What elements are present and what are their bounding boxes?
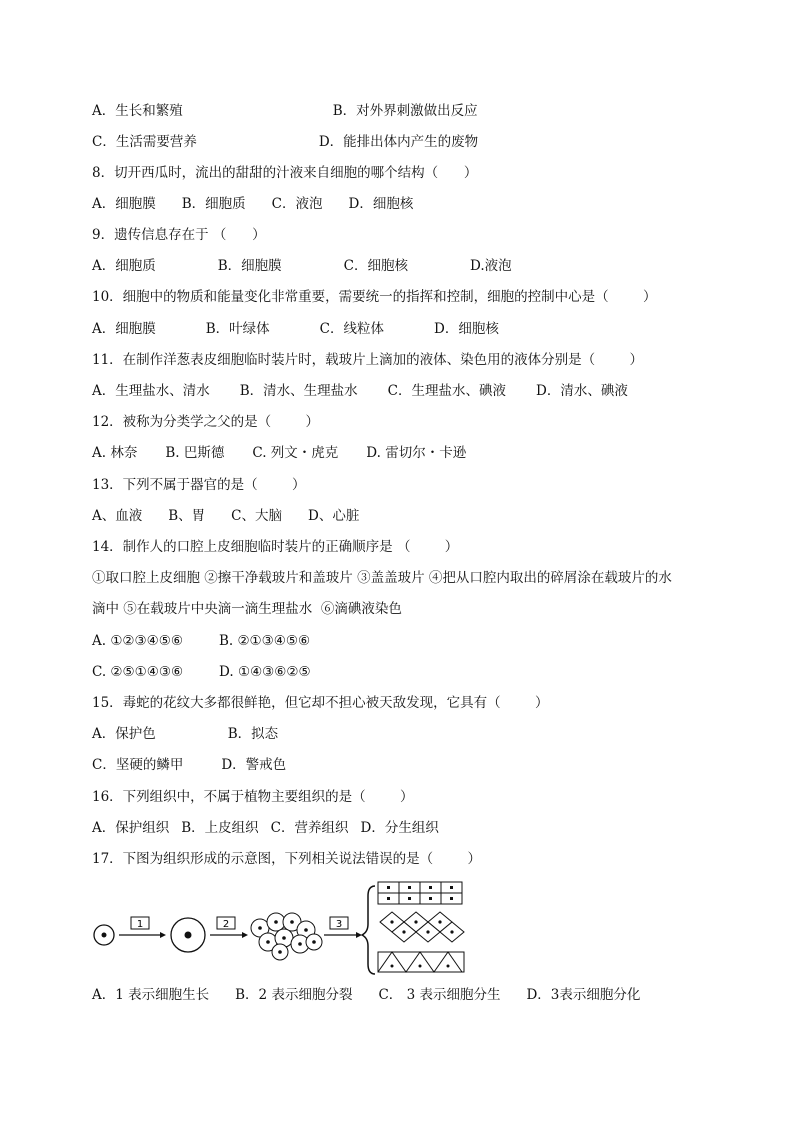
option-c: C. ②⑤①④③⑥ <box>92 664 184 680</box>
option-a: A．保护组织 <box>92 820 170 836</box>
option-a: A．生长和繁殖 <box>92 103 183 119</box>
option-d: D．细胞核 <box>348 196 414 212</box>
options-q7-row2 <box>92 133 478 151</box>
step-label-1: 1 <box>136 919 144 930</box>
arrow-step-3 <box>324 917 362 938</box>
option-a: A. 林奈 <box>92 445 138 461</box>
option-c: C． 3 表示细胞分生 <box>378 987 501 1003</box>
question-11: 11．在制作洋葱表皮细胞临时装片时，载玻片上滴加的液体、染色用的液体分别是（ ） <box>92 352 644 368</box>
option-d: D、心脏 <box>308 508 360 524</box>
option-b: B．对外界刺激做出反应 <box>332 103 478 119</box>
arrow-step-1 <box>119 917 166 938</box>
options-q7-row1 <box>92 102 478 120</box>
question-16: 16．下列组织中，不属于植物主要组织的是（ ） <box>92 789 414 805</box>
options-q10 <box>92 320 499 338</box>
options-q14-row2 <box>92 663 311 681</box>
tissue-diamond <box>380 912 464 942</box>
option-b: B．细胞膜 <box>217 258 282 274</box>
option-a: A．保护色 <box>92 726 156 742</box>
option-a: A．细胞膜 <box>92 321 156 337</box>
brace <box>362 886 375 974</box>
options-q12 <box>92 444 466 462</box>
options-q14-row1 <box>92 632 310 650</box>
option-b: B．清水、生理盐水 <box>239 383 358 399</box>
question-9: 9．遗传信息存在于 （ ） <box>92 227 266 243</box>
option-d: D．清水、碘液 <box>536 383 628 399</box>
option-d: D．分生组织 <box>360 820 439 836</box>
option-b: B、胃 <box>168 508 206 524</box>
step-label-3: 3 <box>335 919 343 930</box>
option-d: D. ①④③⑥②⑤ <box>219 664 311 680</box>
option-d: D.液泡 <box>470 258 512 274</box>
option-b: B. ②①③④⑤⑥ <box>218 633 311 649</box>
option-c: C. 列文・虎克 <box>252 445 339 461</box>
option-a: A．1 表示细胞生长 <box>92 987 210 1003</box>
option-b: B．2 表示细胞分裂 <box>235 987 353 1003</box>
option-b: B．叶绿体 <box>205 321 270 337</box>
question-12: 12．被称为分类学之父的是（ ） <box>92 414 320 430</box>
options-q16 <box>92 819 439 837</box>
step-label-2: 2 <box>222 919 230 930</box>
option-d: D．3表示细胞分化 <box>526 987 641 1003</box>
option-a: A．细胞质 <box>92 258 156 274</box>
question-17: 17．下图为组织形成的示意图，下列相关说法错误的是（ ） <box>92 851 482 867</box>
options-q11 <box>92 382 628 400</box>
option-d: D．细胞核 <box>434 321 499 337</box>
option-a: A. ①②③④⑤⑥ <box>92 633 183 649</box>
options-q8 <box>92 195 413 213</box>
grown-cell <box>171 918 205 952</box>
question-8: 8．切开西瓜时，流出的甜甜的汁液来自细胞的哪个结构（ ） <box>92 165 478 181</box>
option-c: C．坚硬的鳞甲 <box>92 757 184 773</box>
option-b: B. 巴斯德 <box>165 445 225 461</box>
question-14: 14．制作人的口腔上皮细胞临时装片的正确顺序是 （ ） <box>92 539 459 555</box>
options-q17 <box>92 986 640 1004</box>
question-13: 13．下列不属于器官的是（ ） <box>92 477 306 493</box>
option-c: C．生活需要营养 <box>92 134 197 150</box>
question-14-steps-line1: ①取口腔上皮细胞 ②擦干净载玻片和盖玻片 ③盖盖玻片 ④把从口腔内取出的碎屑涂在载玻片的水 <box>92 570 672 586</box>
question-10: 10．细胞中的物质和能量变化非常重要，需要统一的指挥和控制，细胞的控制中心是（ ） <box>92 289 657 305</box>
option-c: C．液泡 <box>271 196 323 212</box>
option-c: C．生理盐水、碘液 <box>387 383 507 399</box>
tissue-triangular <box>378 952 464 972</box>
option-c: C．线粒体 <box>319 321 385 337</box>
option-d: D．警戒色 <box>221 757 287 773</box>
options-q9 <box>92 257 512 275</box>
option-d: D．能排出体内产生的废物 <box>318 134 479 150</box>
question-14-steps-line2: 滴中 ⑤在载玻片中央滴一滴生理盐水 ⑥滴碘液染色 <box>92 601 402 617</box>
option-d: D. 雷切尔・卡逊 <box>366 445 467 461</box>
tissue-rectangular <box>378 882 462 904</box>
arrow-step-2 <box>210 917 248 938</box>
option-a: A．生理盐水、清水 <box>92 383 210 399</box>
option-b: B．细胞质 <box>181 196 246 212</box>
option-c: C、大脑 <box>231 508 283 524</box>
option-c: C．营养组织 <box>270 820 349 836</box>
option-a: A．细胞膜 <box>92 196 156 212</box>
option-a: A、血液 <box>92 508 143 524</box>
option-b: B．拟态 <box>227 726 279 742</box>
question-15: 15．毒蛇的花纹大多都很鲜艳，但它却不担心被天敌发现，它具有（ ） <box>92 695 549 711</box>
option-b: B．上皮组织 <box>181 820 259 836</box>
options-q13 <box>92 507 359 525</box>
options-q15-row1 <box>92 725 278 743</box>
option-c: C．细胞核 <box>343 258 409 274</box>
cell-cluster <box>251 913 322 960</box>
single-cell <box>94 925 114 945</box>
tissue-formation-diagram <box>92 880 472 976</box>
options-q15-row2 <box>92 756 286 774</box>
